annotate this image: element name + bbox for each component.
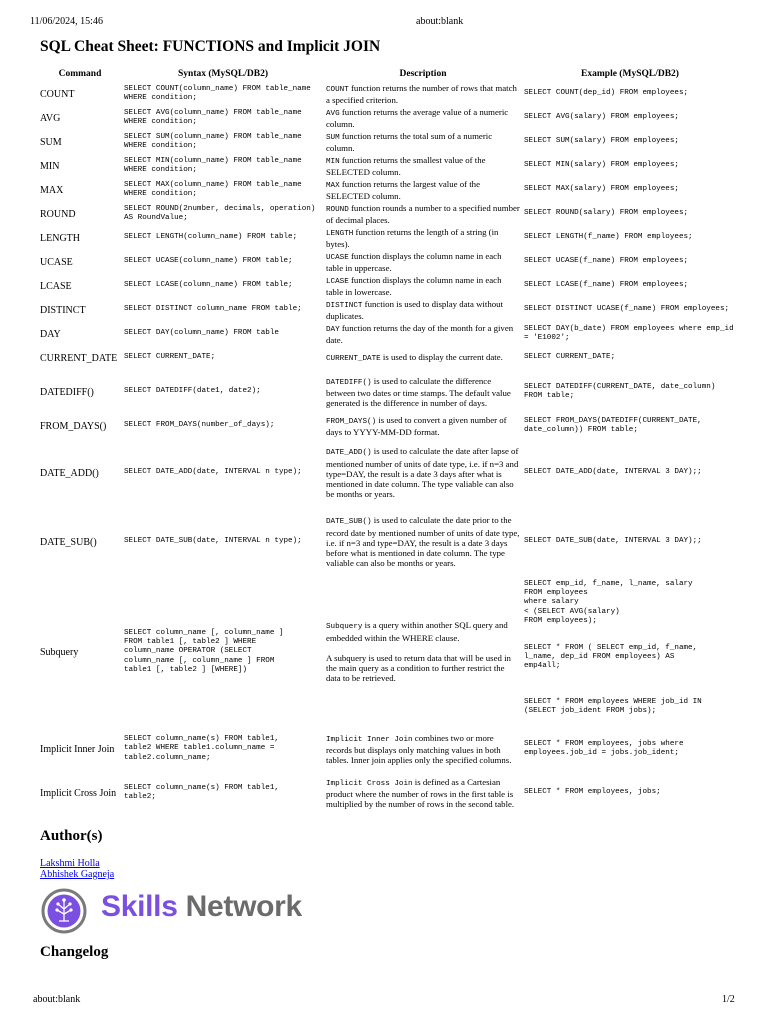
row-example: SELECT DATE_ADD(date, INTERVAL 3 DAY);; <box>524 468 702 477</box>
header-example: Example (MySQL/DB2) <box>581 69 679 79</box>
row-syntax: SELECT SUM(column_name) FROM table_name WHERE condition; <box>124 132 302 150</box>
row-command: DATEDIFF() <box>40 386 94 398</box>
row-description <box>324 226 522 250</box>
row-syntax: SELECT DATEDIFF(date1, date2); <box>124 387 261 396</box>
row-example: SELECT FROM_DAYS(DATEDIFF(CURRENT_DATE, date_column)) FROM table; <box>524 416 702 434</box>
row-syntax: SELECT DISTINCT column_name FROM table; <box>124 305 302 314</box>
desc-text: function returns the day of the month for a given date. <box>326 322 514 345</box>
desc-code: Implicit Inner Join <box>326 735 413 744</box>
table-row <box>38 82 738 106</box>
table-row <box>38 508 738 576</box>
row-description <box>324 770 522 816</box>
print-footer-url: about:blank <box>33 994 81 1005</box>
desc-code: LCASE <box>326 277 349 286</box>
desc-text: is defined as a Cartesian product where the number of rows in the first table is multiplied by the number of rows in the second table. <box>326 776 515 810</box>
row-example: SELECT SUM(salary) FROM employees; <box>524 137 679 146</box>
desc-text: function displays the column name in each table in lowercase. <box>326 274 502 297</box>
row-command: DATE_ADD() <box>40 467 99 479</box>
skills-network-logo <box>40 887 340 937</box>
row-syntax: SELECT COUNT(column_name) FROM table_name WHERE condition; <box>124 84 311 102</box>
row-example: SELECT DISTINCT UCASE(f_name) FROM employees; <box>524 305 730 314</box>
header-syntax: Syntax (MySQL/DB2) <box>178 69 268 79</box>
row-example: SELECT LENGTH(f_name) FROM employees; <box>524 233 693 242</box>
row-syntax: SELECT MAX(column_name) FROM table_name WHERE condition; <box>124 180 302 198</box>
row-example: SELECT AVG(salary) FROM employees; <box>524 113 679 122</box>
row-description <box>324 438 522 508</box>
row-command: DAY <box>40 328 61 340</box>
row-command: AVG <box>40 112 61 124</box>
row-description <box>324 298 522 322</box>
row-command: Subquery <box>40 646 79 658</box>
table-row <box>38 322 738 346</box>
logo-word-network: Network <box>185 890 302 923</box>
desc-text: function returns the number of rows that match a specified criterion. <box>326 82 517 105</box>
desc-text: function is used to display data without duplicates. <box>326 298 503 321</box>
table-row <box>38 346 738 370</box>
desc-text: is a query within another SQL query and embedded within the WHERE clause. <box>326 620 508 643</box>
desc-code: Subquery <box>326 623 363 632</box>
row-command: LCASE <box>40 280 72 292</box>
header-description: Description <box>399 69 447 79</box>
desc-code: UCASE <box>326 253 349 262</box>
row-description <box>324 202 522 226</box>
row-description <box>324 130 522 154</box>
print-url: about:blank <box>416 16 464 27</box>
row-description <box>324 274 522 298</box>
desc-code: DATE_ADD() <box>326 449 372 458</box>
row-command: COUNT <box>40 88 75 100</box>
table-row <box>38 274 738 298</box>
desc-text: is used to display the current date. <box>380 351 503 362</box>
row-description <box>324 370 522 414</box>
row-description <box>324 250 522 274</box>
authors-heading: Author(s) <box>40 828 103 844</box>
desc-code: FROM_DAYS() <box>326 417 377 426</box>
row-description <box>324 508 522 576</box>
desc-text: is used to calculate the date after lapse of mentioned number of units of date type, i.e. if n=3 and type=DAY, the result is a date 3 days after what is mentioned in date column. The type valiable can also be months or years. <box>326 446 519 500</box>
row-example: SELECT UCASE(f_name) FROM employees; <box>524 257 689 266</box>
desc-code: MAX <box>326 181 340 190</box>
example-1: SELECT emp_id, f_name, l_name, salary FROM employees where salary < (SELECT AVG(salary) FROM employees); <box>524 580 693 625</box>
print-timestamp: 11/06/2024, 15:46 <box>30 16 103 27</box>
table-row <box>38 106 738 130</box>
row-command: UCASE <box>40 256 73 268</box>
table-row <box>38 438 738 508</box>
table-row <box>38 226 738 250</box>
row-example <box>522 576 738 728</box>
table-row <box>38 130 738 154</box>
desc-code: ROUND <box>326 205 349 214</box>
desc-code: DISTINCT <box>326 301 363 310</box>
table-row <box>38 370 738 414</box>
table-row <box>38 250 738 274</box>
row-example: SELECT COUNT(dep_id) FROM employees; <box>524 89 689 98</box>
row-command: MAX <box>40 184 64 196</box>
row-example: SELECT DATEDIFF(CURRENT_DATE, date_column) FROM table; <box>524 382 716 400</box>
row-command: Implicit Cross Join <box>40 787 117 799</box>
desc-text: is used to calculate the difference between two dates or time stamps. The default value generated is the difference in number of days. <box>326 375 511 409</box>
table-row <box>38 178 738 202</box>
row-syntax: SELECT column_name [, column_name ] FROM table1 [, table2 ] WHERE column_name OPERATOR (SELECT column_name [, column_name ] FROM table1 [, table2 ] [WHERE]) <box>124 628 284 674</box>
table-header-row <box>38 66 738 82</box>
desc-code: LENGTH <box>326 229 354 238</box>
row-syntax: SELECT CURRENT_DATE; <box>124 353 216 362</box>
row-command: Implicit Inner Join <box>40 743 115 755</box>
table-row-subquery <box>38 576 738 728</box>
row-example: SELECT CURRENT_DATE; <box>524 353 616 362</box>
table-row <box>38 298 738 322</box>
desc-text: function returns the largest value of the SELECTED column. <box>326 178 480 201</box>
row-command: CURRENT_DATE <box>40 352 118 364</box>
row-command: DATE_SUB() <box>40 536 97 548</box>
table-row-inner-join <box>38 728 738 770</box>
row-syntax: SELECT FROM_DAYS(number_of_days); <box>124 421 275 430</box>
row-example: SELECT * FROM employees, jobs; <box>524 788 661 797</box>
row-command: MIN <box>40 160 60 172</box>
row-command: FROM_DAYS() <box>40 420 107 432</box>
desc-code: CURRENT_DATE <box>326 354 381 363</box>
row-example: SELECT ROUND(salary) FROM employees; <box>524 209 689 218</box>
desc-text: is used to convert a given number of days to YYYY-MM-DD format. <box>326 414 507 437</box>
desc-text: function returns the smallest value of the SELECTED column. <box>326 154 486 177</box>
author-link-2[interactable]: Abhishek Gagneja <box>40 869 115 880</box>
cheat-sheet-table <box>38 66 738 816</box>
desc-text: function rounds a number to a specified number of decimal places. <box>326 202 520 225</box>
row-example: SELECT MAX(salary) FROM employees; <box>524 185 679 194</box>
desc-text: is used to calculate the date prior to the record date by mentioned number of units of date type, i.e. if n=3 and type=DAY, the result is a date 3 days before what is mentioned in date column. The type valiable can also be months or years. <box>326 515 520 569</box>
row-command: LENGTH <box>40 232 80 244</box>
desc-text: function returns the average value of a numeric column. <box>326 106 509 129</box>
print-page-number: 1/2 <box>722 994 735 1005</box>
row-syntax: SELECT AVG(column_name) FROM table_name WHERE condition; <box>124 108 302 126</box>
desc-text: function displays the column name in each table in uppercase. <box>326 250 502 273</box>
row-syntax: SELECT DATE_ADD(date, INTERVAL n type); <box>124 468 302 477</box>
row-example: SELECT MIN(salary) FROM employees; <box>524 161 679 170</box>
row-syntax: SELECT LENGTH(column_name) FROM table; <box>124 233 298 242</box>
row-syntax: SELECT UCASE(column_name) FROM table; <box>124 257 293 266</box>
row-description <box>324 346 522 370</box>
header-command: Command <box>58 69 102 79</box>
row-syntax: SELECT column_name(s) FROM table1, table2 WHERE table1.column_name = table2.column_name; <box>124 735 279 762</box>
row-description <box>324 576 522 728</box>
desc-code: AVG <box>326 109 340 118</box>
table-row <box>38 202 738 226</box>
row-command: DISTINCT <box>40 304 86 316</box>
row-syntax: SELECT MIN(column_name) FROM table_name WHERE condition; <box>124 156 302 174</box>
desc-text-2: A subquery is used to return data that will be used in the main query as a condition to further restrict the data to be retrieved. <box>326 652 511 684</box>
desc-code: SUM <box>326 133 340 142</box>
row-command: ROUND <box>40 208 76 220</box>
row-syntax: SELECT column_name(s) FROM table1, table2; <box>124 783 279 801</box>
page-title: SQL Cheat Sheet: FUNCTIONS and Implicit JOIN <box>40 38 381 55</box>
desc-text: function returns the length of a string (in bytes). <box>326 226 499 249</box>
table-row <box>38 154 738 178</box>
row-command: SUM <box>40 136 62 148</box>
changelog-heading: Changelog <box>40 944 109 960</box>
table-row-cross-join <box>38 770 738 816</box>
example-3: SELECT * FROM employees WHERE job_id IN (SELECT job_ident FROM jobs); <box>524 697 702 715</box>
row-description <box>324 414 522 438</box>
row-example: SELECT * FROM employees, jobs where employees.job_id = jobs.job_ident; <box>524 739 684 757</box>
row-description <box>324 728 522 770</box>
skills-network-icon <box>40 887 88 935</box>
row-description <box>324 322 522 346</box>
logo-wordmark <box>101 890 302 924</box>
row-example: SELECT DAY(b_date) FROM employees where emp_id = 'E1002'; <box>524 324 734 342</box>
desc-code: DATEDIFF() <box>326 378 372 387</box>
row-syntax: SELECT DAY(column_name) FROM table <box>124 329 279 338</box>
logo-word-skills: Skills <box>101 890 178 923</box>
desc-text: combines two or more records but displays only matching values in both tables. Inner join applies only the specified columns. <box>326 732 512 766</box>
table-row <box>38 414 738 438</box>
row-syntax: SELECT ROUND(2number, decimals, operation) AS RoundValue; <box>124 204 316 222</box>
row-description <box>324 82 522 106</box>
desc-code: Implicit Cross Join <box>326 779 413 788</box>
row-example: SELECT LCASE(f_name) FROM employees; <box>524 281 689 290</box>
author-link-1[interactable]: Lakshmi Holla <box>40 858 100 869</box>
row-description <box>324 178 522 202</box>
row-description <box>324 106 522 130</box>
row-syntax: SELECT DATE_SUB(date, INTERVAL n type); <box>124 537 302 546</box>
desc-text: function returns the total sum of a numeric column. <box>326 130 493 153</box>
desc-code: COUNT <box>326 85 349 94</box>
row-example: SELECT DATE_SUB(date, INTERVAL 3 DAY);; <box>524 537 702 546</box>
desc-code: DAY <box>326 325 340 334</box>
desc-code: MIN <box>326 157 340 166</box>
row-description <box>324 154 522 178</box>
example-2: SELECT * FROM ( SELECT emp_id, f_name, l_name, dep_id FROM employees) AS emp4all; <box>524 644 698 671</box>
desc-code: DATE_SUB() <box>326 518 372 527</box>
row-syntax: SELECT LCASE(column_name) FROM table; <box>124 281 293 290</box>
